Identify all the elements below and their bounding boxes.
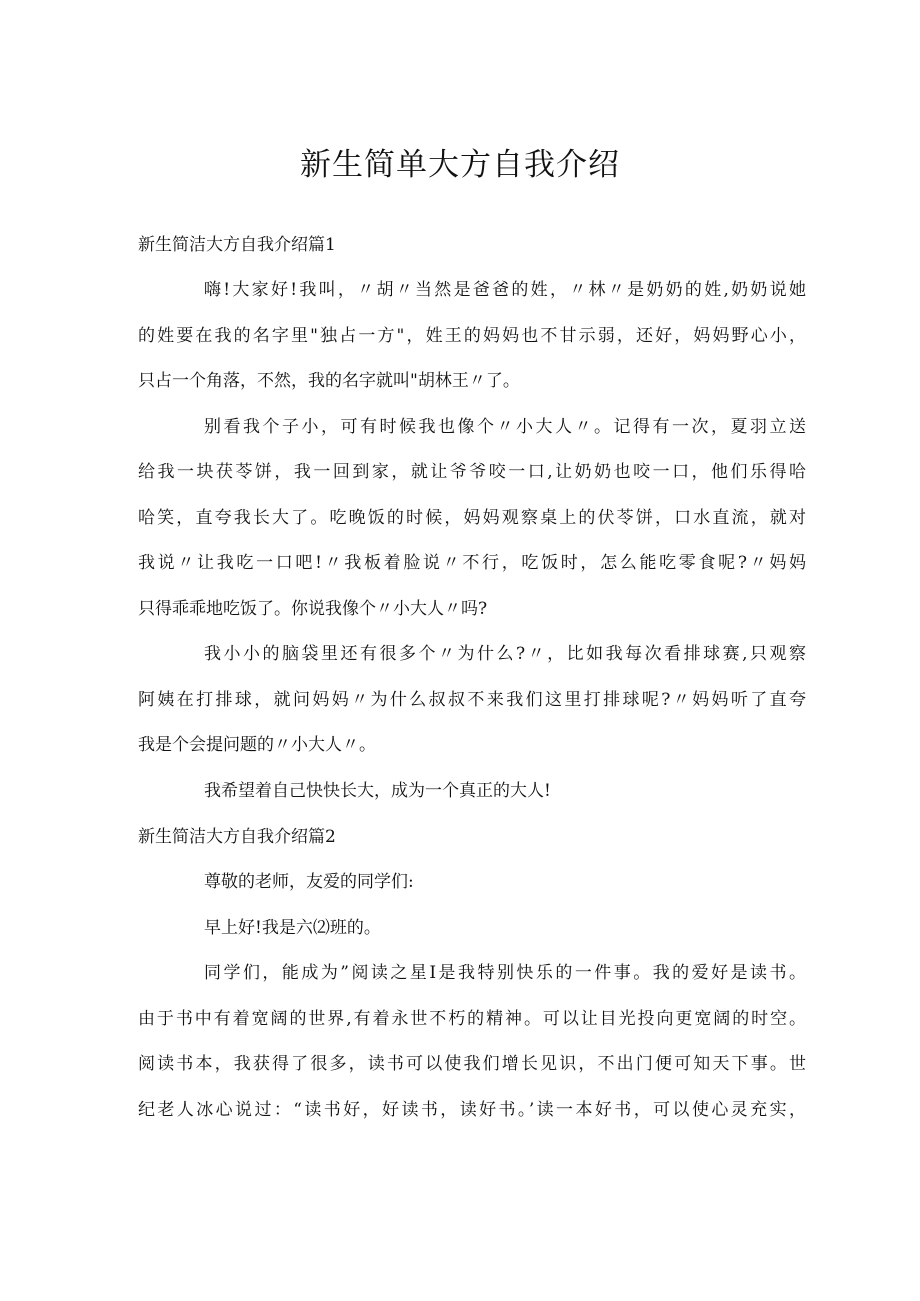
paragraph-line: 只得乖乖地吃饭了。你说我像个〃小大人〃吗? <box>138 598 488 619</box>
paragraph-line: 由于书中有着宽阔的世界,有着永世不朽的精神。可以让目光投向更宽阔的时空。 <box>138 1008 806 1029</box>
paragraph-line: 阿姨在打排球，就问妈妈〃为什么叔叔不来我们这里打排球呢?〃妈妈听了直夸 <box>138 689 806 710</box>
section-heading-2: 新生简洁大方自我介绍篇2 <box>138 827 336 847</box>
document-body <box>138 222 806 1133</box>
paragraph-line: 的姓要在我的名字里"独占一方"，姓王的妈妈也不甘示弱，还好，妈妈野心小， <box>138 325 806 346</box>
paragraph-line: 我希望着自己快快长大，成为一个真正的大人! <box>204 780 551 801</box>
paragraph-line: 只占一个角落，不然，我的名字就叫"胡林王〃了。 <box>138 371 520 391</box>
paragraph <box>138 405 806 633</box>
paragraph-line: 同学们，能成为”阅读之星I是我特别快乐的一件事。我的爱好是读书。 <box>204 963 806 983</box>
paragraph <box>138 632 806 769</box>
paragraph-line: 别看我个子小，可有时候我也像个〃小大人〃。记得有一次，夏羽立送 <box>204 416 806 437</box>
paragraph-line: 早上好!我是六⑵班的。 <box>204 917 381 938</box>
paragraph-line: 嗨!大家好!我叫，〃胡〃当然是爸爸的姓，〃林〃是奶奶的姓,奶奶说她 <box>204 280 806 300</box>
paragraph-line: 我说〃让我吃一口吧!〃我板着脸说〃不行，吃饭时，怎么能吃零食呢?〃妈妈 <box>138 553 806 573</box>
paragraph <box>138 769 806 815</box>
paragraph-line: 我是个会提问题的〃小大人〃。 <box>138 735 376 755</box>
paragraph-line: 阅读书本，我获得了很多，读书可以使我们增长见识，不出门便可知天下事。世 <box>138 1054 806 1074</box>
paragraph <box>138 268 806 405</box>
document-title: 新生简单大方自我介绍 <box>300 147 620 183</box>
paragraph <box>138 860 806 906</box>
section-heading-1: 新生简洁大方自我介绍篇1 <box>138 235 336 255</box>
paragraph-line: 哈笑，直夸我长大了。吃晚饭的时候，妈妈观察桌上的伏苓饼，口水直流，就对 <box>138 507 806 528</box>
paragraph <box>138 951 806 1133</box>
paragraph-line: 尊敬的老师，友爱的同学们: <box>204 872 414 892</box>
paragraph-line: 纪老人冰心说过：“读书好，好读书，读好书。’读一本好书，可以使心灵充实， <box>138 1099 806 1120</box>
paragraph-line: 给我一块茯苓饼，我一回到家，就让爷爷咬一口,让奶奶也咬一口，他们乐得哈 <box>138 462 806 482</box>
paragraph-line: 我小小的脑袋里还有很多个〃为什么?〃，比如我每次看排球赛,只观察 <box>204 644 806 664</box>
paragraph <box>138 906 806 952</box>
